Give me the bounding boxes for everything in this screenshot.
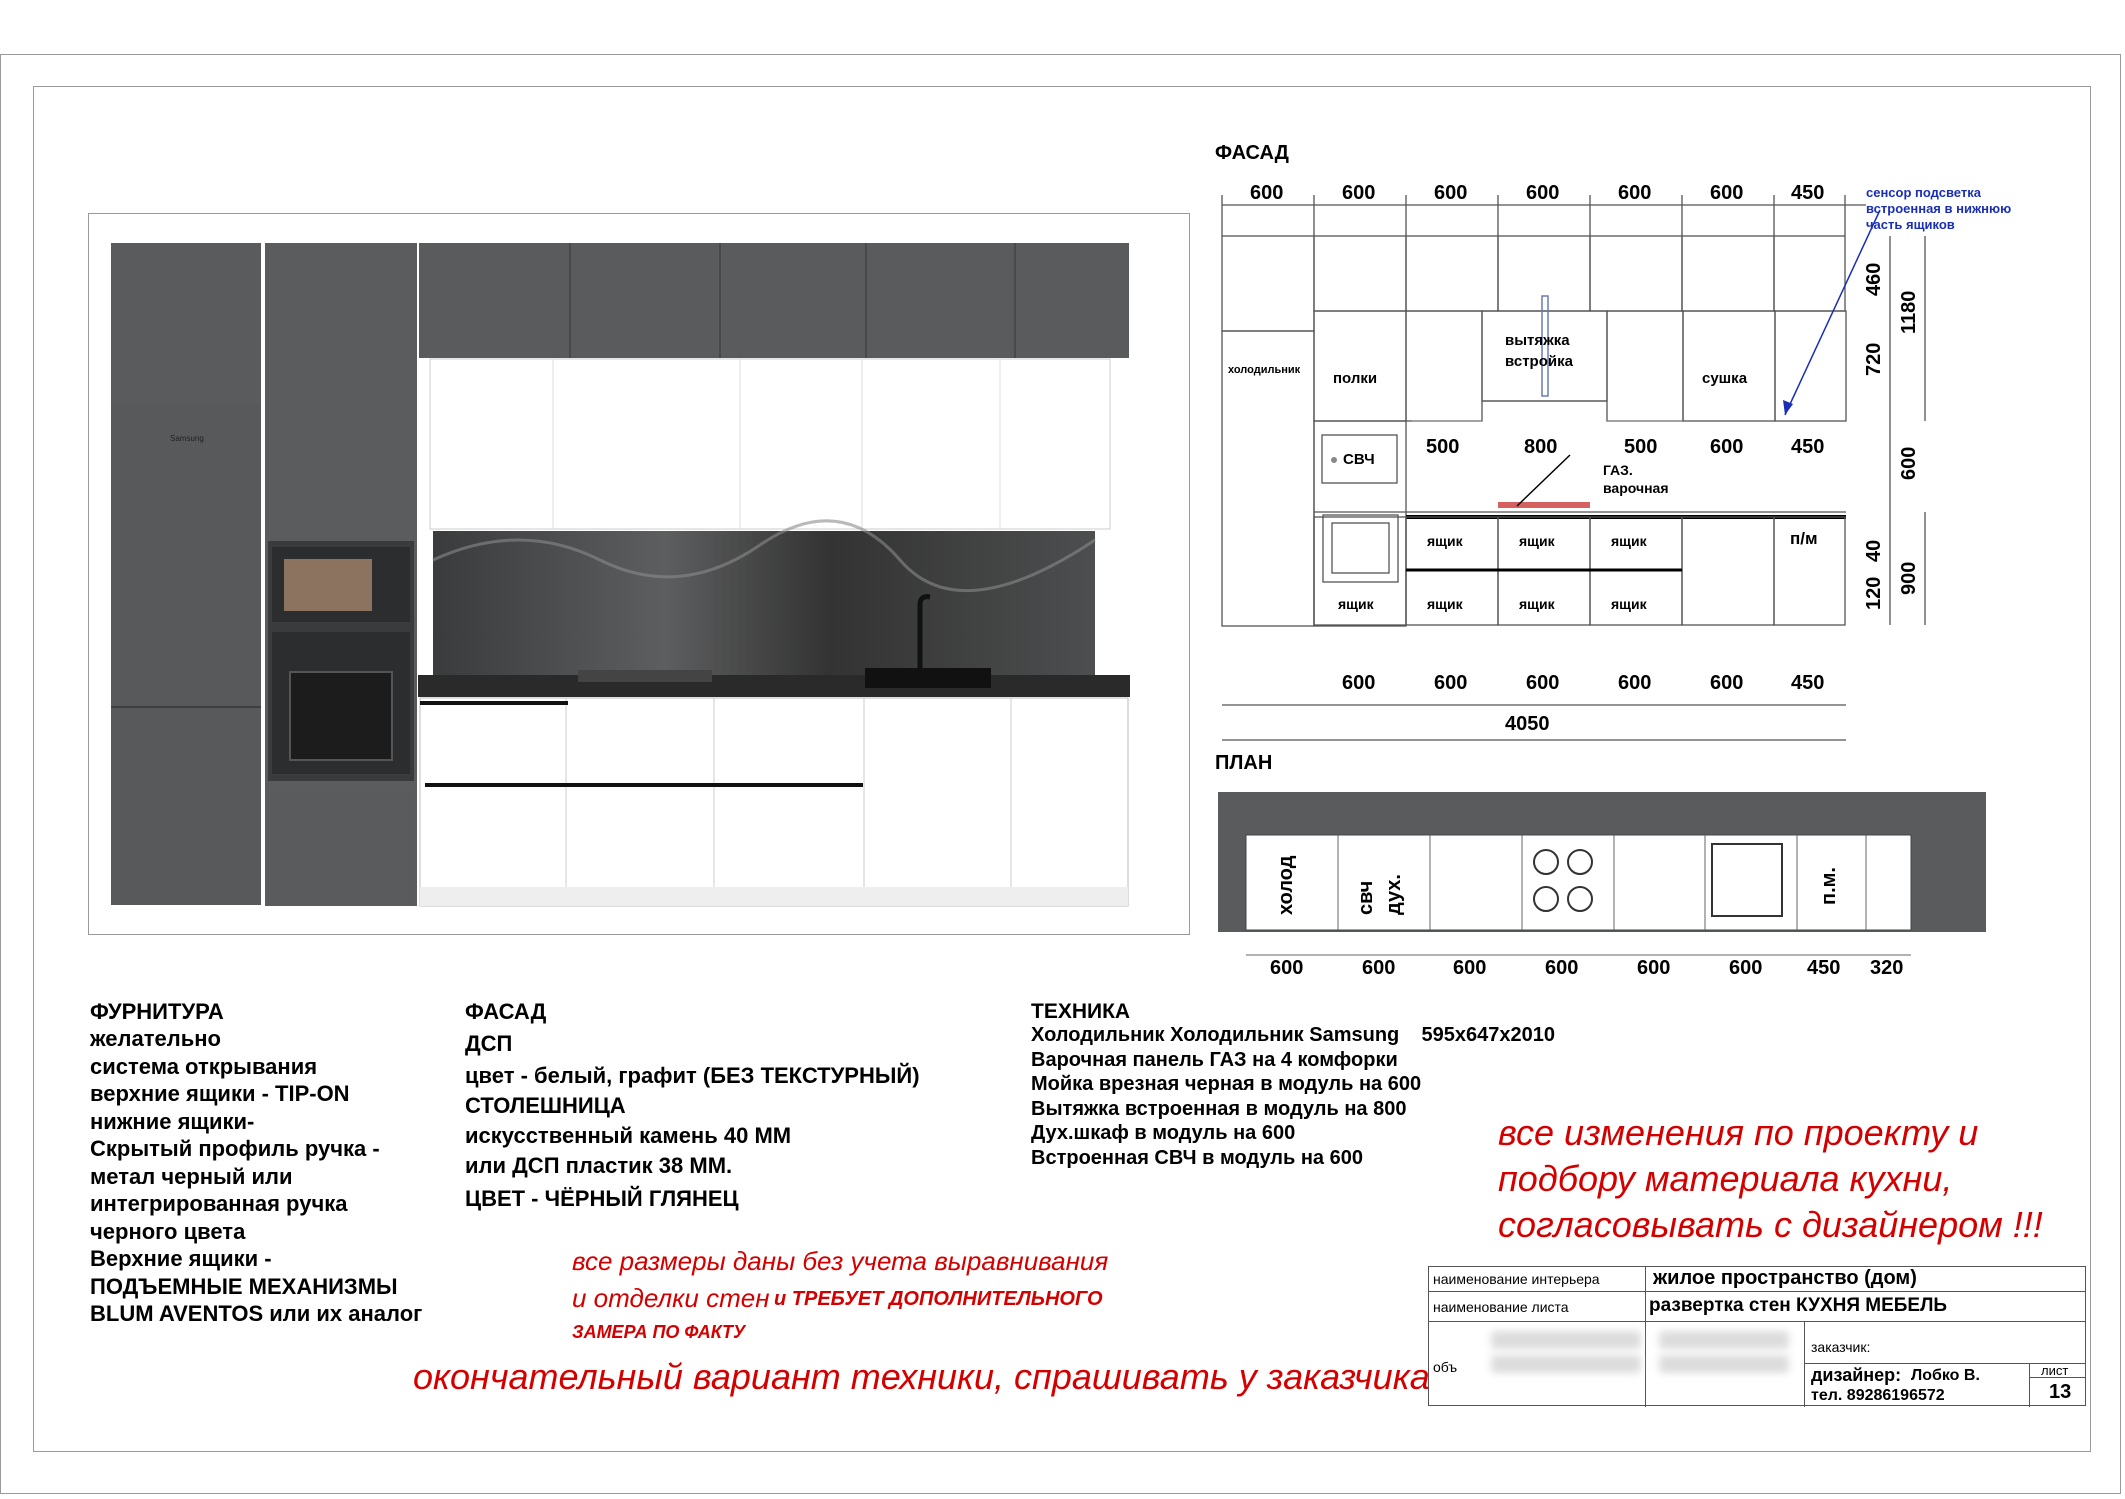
plan-drawing-title: ПЛАН	[1215, 752, 1273, 774]
facade-drawing-title: ФАСАД	[1215, 142, 1289, 164]
hardware-line-2: верхние ящики - TIP-ON	[90, 1081, 350, 1106]
plan-dim-3: 600	[1545, 957, 1579, 979]
designer-name: Лобко В.	[1911, 1367, 1980, 1384]
bottom-dim-4: 600	[1710, 672, 1744, 694]
hardware-line-10: BLUM AVENTOS или их аналог	[90, 1301, 423, 1326]
appliance-line-2: Мойка врезная черная в модуль на 600	[1031, 1073, 1422, 1096]
hardware-line-5: метал черный или	[90, 1163, 293, 1189]
microwave-label: СВЧ	[1343, 451, 1375, 468]
hood-label-2: встройка	[1505, 353, 1573, 370]
redacted-object	[1491, 1331, 1641, 1349]
top-dim-1: 600	[1342, 182, 1376, 204]
appliance-line-0: Холодильник Холодильник Samsung 595x647x2010	[1031, 1024, 1555, 1046]
facade-spec-title: ФАСАД	[465, 999, 547, 1024]
object-label: объ	[1433, 1359, 1458, 1375]
appliance-final-note: окончательный вариант техники, спрашивать у заказчика	[413, 1356, 1430, 1397]
vertical-dim-5: 120	[1863, 576, 1885, 610]
hardware-line-8: Верхние ящики -	[90, 1246, 272, 1271]
plan-dim-7: 320	[1870, 957, 1904, 979]
hardware-title: ФУРНИТУРА	[90, 999, 224, 1024]
drawer-label-5: ящик	[1519, 596, 1555, 612]
total-width-dim: 4050	[1505, 713, 1550, 735]
hardware-line-7: черного цвета	[90, 1218, 246, 1244]
vertical-dim-4: 40	[1863, 539, 1885, 562]
mid-dim-2: 500	[1624, 436, 1658, 458]
sheet-value: развертка стен КУХНЯ МЕБЕЛЬ	[1649, 1295, 1948, 1316]
bottom-dim-1: 600	[1434, 672, 1468, 694]
dimensions-note-3: ЗАМЕРА ПО ФАКТУ	[572, 1322, 746, 1342]
facade-color: цвет - белый, графит (БЕЗ ТЕКСТУРНЫЙ)	[465, 1063, 920, 1088]
vertical-dim-3: 600	[1898, 446, 1920, 480]
dryer-label: сушка	[1702, 370, 1748, 387]
plan-cell-dishwasher: п.м.	[1818, 867, 1840, 905]
plan-dim-5: 600	[1729, 957, 1763, 979]
sensor-note-2: встроенная в нижнюю	[1866, 201, 2012, 216]
countertop-title: СТОЛЕШНИЦА	[465, 1093, 626, 1118]
top-dim-4: 600	[1618, 182, 1652, 204]
bottom-dim-0: 600	[1342, 672, 1376, 694]
top-dim-6: 450	[1791, 182, 1825, 204]
gas-label-2: варочная	[1603, 480, 1669, 496]
dimensions-note: все размеры даны без учета выравнивания	[572, 1246, 1109, 1276]
bottom-dim-3: 600	[1618, 672, 1652, 694]
plan-dim-4: 600	[1637, 957, 1671, 979]
bottom-dim-2: 600	[1526, 672, 1560, 694]
title-block	[1428, 1266, 2086, 1406]
fridge-label: холодильник	[1228, 364, 1301, 376]
dimensions-note-2b: и ТРЕБУЕТ ДОПОЛНИТЕЛЬНОГО	[774, 1288, 1103, 1310]
plan-dim-1: 600	[1362, 957, 1396, 979]
plan-cell-oven: дух.	[1383, 874, 1405, 915]
hood-label-1: вытяжка	[1505, 332, 1570, 349]
gas-label-1: ГАЗ.	[1603, 462, 1633, 478]
drawer-label-2: ящик	[1611, 533, 1647, 549]
appliance-line-3: Вытяжка встроенная в модуль на 800	[1031, 1097, 1407, 1120]
top-dim-3: 600	[1526, 182, 1560, 204]
vertical-dim-2: 1180	[1898, 290, 1920, 334]
interior-label: наименование интерьера	[1433, 1271, 1600, 1287]
countertop-color: ЦВЕТ - ЧЁРНЫЙ ГЛЯНЕЦ	[465, 1186, 739, 1211]
top-dim-2: 600	[1434, 182, 1468, 204]
drawer-label-1: ящик	[1519, 533, 1555, 549]
vertical-dim-6: 900	[1898, 561, 1920, 595]
appliances-title: ТЕХНИКА	[1031, 1000, 1131, 1023]
bottom-dim-5: 450	[1791, 672, 1825, 694]
sensor-note-1: сенсор подсветка	[1866, 185, 1981, 200]
fridge-brand-label: Samsung	[170, 434, 204, 443]
drawer-label-0: ящик	[1427, 533, 1463, 549]
drawer-label-4: ящик	[1427, 596, 1463, 612]
designer-phone: тел. 89286196572	[1811, 1387, 1945, 1404]
dishwasher-label: п/м	[1790, 529, 1818, 548]
hardware-line-0: желательно	[90, 1026, 221, 1051]
appliance-line-4: Дух.шкаф в модуль на 600	[1031, 1122, 1296, 1145]
mid-dim-3: 600	[1710, 436, 1744, 458]
customer-label: заказчик:	[1811, 1339, 1871, 1355]
shelves-label: полки	[1333, 370, 1378, 387]
sheet-label: наименование листа	[1433, 1299, 1569, 1315]
top-dim-5: 600	[1710, 182, 1744, 204]
dimensions-note-2a: и отделки стен	[572, 1283, 770, 1313]
appliance-line-1: Варочная панель ГАЗ на 4 комфорки	[1031, 1048, 1398, 1071]
plan-cell-fridge: холод	[1275, 855, 1297, 915]
plan-dim-6: 450	[1807, 957, 1841, 979]
countertop-line-2: или ДСП пластик 38 ММ.	[465, 1153, 733, 1178]
vertical-dim-1: 720	[1863, 342, 1885, 376]
sensor-note-3: часть ящиков	[1866, 217, 1955, 232]
facade-material: ДСП	[465, 1031, 513, 1056]
changes-note-1: все изменения по проекту и	[1498, 1112, 1979, 1153]
changes-note-3: согласовывать с дизайнером !!!	[1498, 1204, 2043, 1245]
hardware-line-3: нижние ящики-	[90, 1108, 255, 1134]
hardware-line-9: ПОДЪЕМНЫЕ МЕХАНИЗМЫ	[90, 1273, 398, 1299]
countertop-line-1: искусственный камень 40 ММ	[465, 1123, 792, 1148]
vertical-dim-0: 460	[1863, 262, 1885, 296]
plan-dim-2: 600	[1453, 957, 1487, 979]
plan-cell-microwave: свч	[1355, 880, 1377, 915]
sheet-number: 13	[2049, 1381, 2072, 1403]
mid-dim-1: 800	[1524, 436, 1558, 458]
designer-label: дизайнер:	[1811, 1365, 1902, 1385]
sheet-word: лист	[2041, 1363, 2069, 1378]
hardware-line-1: система открывания	[90, 1053, 318, 1079]
plan-dim-0: 600	[1270, 957, 1304, 979]
appliance-line-5: Встроенная СВЧ в модуль на 600	[1031, 1147, 1363, 1169]
changes-note-2: подбору материала кухни,	[1498, 1158, 1953, 1199]
hardware-line-6: интегрированная ручка	[90, 1191, 348, 1216]
mid-dim-4: 450	[1791, 436, 1825, 458]
drawer-label-6: ящик	[1611, 596, 1647, 612]
hardware-line-4: Скрытый профиль ручка -	[90, 1136, 380, 1161]
mid-dim-0: 500	[1426, 436, 1460, 458]
top-dim-0: 600	[1250, 182, 1284, 204]
drawer-label-3: ящик	[1338, 596, 1374, 612]
interior-value: жилое пространство (дом)	[1653, 1267, 1917, 1289]
